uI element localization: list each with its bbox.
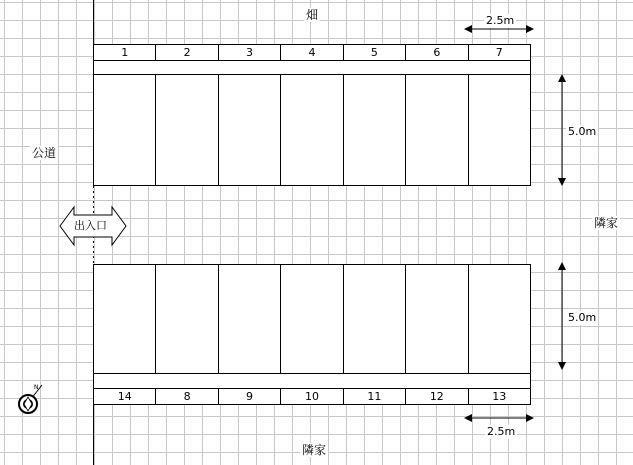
- bottom-number-row: [93, 388, 531, 405]
- parking-space-2: [155, 75, 217, 185]
- dimension-width-top-label: 2.5m: [486, 14, 515, 27]
- compass-icon: [14, 380, 48, 414]
- svg-text:N: N: [34, 384, 39, 391]
- space-number-bottom-9: 9: [218, 389, 280, 404]
- space-number-top-3: 3: [218, 45, 280, 60]
- space-number-top-2: 2: [155, 45, 217, 60]
- parking-space-10: [280, 265, 342, 373]
- space-number-top-5: 5: [343, 45, 405, 60]
- dimension-depth-bottom-label: 5.0m: [568, 311, 597, 324]
- dimension-depth-top-label: 5.0m: [568, 125, 597, 138]
- dimension-width-top-arrow: [464, 23, 536, 35]
- parking-space-11: [343, 265, 405, 373]
- parking-space-7: [468, 75, 530, 185]
- label-east-neighbor: 隣家: [594, 216, 619, 230]
- top-number-row: [93, 44, 531, 61]
- space-number-top-7: 7: [468, 45, 530, 60]
- dimension-width-bottom-arrow: [464, 412, 536, 424]
- label-west-public-road: 公道: [32, 146, 57, 160]
- top-parking-row: [93, 74, 531, 186]
- space-number-top-4: 4: [280, 45, 342, 60]
- parking-space-1: [94, 75, 155, 185]
- space-number-bottom-10: 10: [280, 389, 342, 404]
- dimension-width-bottom-label: 2.5m: [487, 425, 516, 438]
- aisle-top-edge: [93, 185, 531, 186]
- space-number-bottom-12: 12: [405, 389, 467, 404]
- space-number-top-1: 1: [121, 46, 129, 59]
- parking-space-3: [218, 75, 280, 185]
- bottom-parking-row: [93, 264, 531, 374]
- space-number-bottom-14: 14: [117, 390, 132, 403]
- label-south-neighbor: 隣家: [302, 443, 327, 457]
- parking-space-13: [468, 265, 530, 373]
- parking-space-14: [94, 265, 155, 373]
- space-number-bottom-13: 13: [468, 389, 530, 404]
- parking-space-6: [405, 75, 467, 185]
- bottom-buffer-strip: [93, 373, 531, 389]
- space-number-top-6: 6: [405, 45, 467, 60]
- parking-space-12: [405, 265, 467, 373]
- label-north-field: 畑: [306, 8, 319, 22]
- entrance-label: 出入口: [74, 219, 107, 232]
- top-buffer-strip: [93, 60, 531, 75]
- parking-space-4: [280, 75, 342, 185]
- space-number-bottom-11: 11: [343, 389, 405, 404]
- parking-space-8: [155, 265, 217, 373]
- space-number-bottom-8: 8: [155, 389, 217, 404]
- parking-space-9: [218, 265, 280, 373]
- parking-space-5: [343, 75, 405, 185]
